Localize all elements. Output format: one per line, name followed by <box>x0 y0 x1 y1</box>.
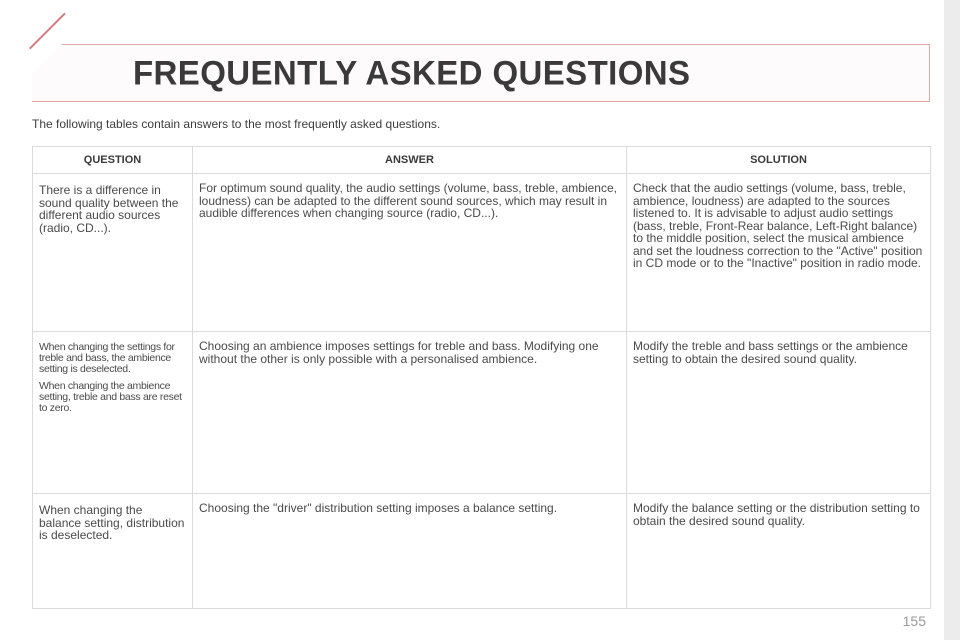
answer-cell <box>193 332 627 494</box>
faq-table <box>32 146 931 609</box>
table-header-row <box>33 147 931 174</box>
column-header-answer: ANSWER <box>193 147 627 174</box>
question-cell <box>33 174 193 332</box>
page-edge-rail <box>944 0 960 640</box>
solution-text: Modify the treble and bass settings or the ambience setting to obtain the desired sound quality. <box>633 339 908 366</box>
solution-cell <box>627 494 931 609</box>
question-text: There is a difference in sound quality between the different audio sources (radio, CD...). <box>39 183 179 235</box>
column-header-question: QUESTION <box>33 147 193 174</box>
answer-text: For optimum sound quality, the audio settings (volume, bass, treble, ambience, loudness) can be adapted to the different sound sources, which may result in audible differences when changing source (radio, CD...). <box>199 181 617 220</box>
question-text: When changing the balance setting, distribution is deselected. <box>39 503 185 542</box>
question-cell <box>33 494 193 609</box>
solution-cell <box>627 332 931 494</box>
question-cell <box>33 332 193 494</box>
answer-cell <box>193 174 627 332</box>
solution-text: Modify the balance setting or the distribution setting to obtain the desired sound quality. <box>633 501 920 528</box>
page-title: FREQUENTLY ASKED QUESTIONS <box>133 53 691 92</box>
answer-text: Choosing an ambience imposes settings for treble and bass. Modifying one without the other is only possible with a personalised ambience. <box>199 339 599 366</box>
intro-text: The following tables contain answers to the most frequently asked questions. <box>32 117 441 131</box>
table-row <box>33 332 931 494</box>
question-text: When changing the settings for treble and bass, the ambience setting is deselected. <box>39 341 175 375</box>
page-number: 155 <box>902 613 926 629</box>
solution-cell <box>627 174 931 332</box>
table-row <box>33 174 931 332</box>
answer-cell <box>193 494 627 609</box>
table-row <box>33 494 931 609</box>
question-text: When changing the ambience setting, treble and bass are reset to zero. <box>39 380 182 414</box>
answer-text: Choosing the "driver" distribution setting imposes a balance setting. <box>199 501 558 515</box>
column-header-solution: SOLUTION <box>627 147 931 174</box>
solution-text: Check that the audio settings (volume, bass, treble, ambience, loudness) are adapted to the sources listened to. It is advisable to adjust audio settings (bass, treble, Front-Rear balance, Left-Right balance) to the middle position, select the musical ambience and set the loudness correction to the "Active" position in CD mode or to the "Inactive" position in radio mode. <box>633 181 923 270</box>
title-band-corner <box>29 13 66 50</box>
